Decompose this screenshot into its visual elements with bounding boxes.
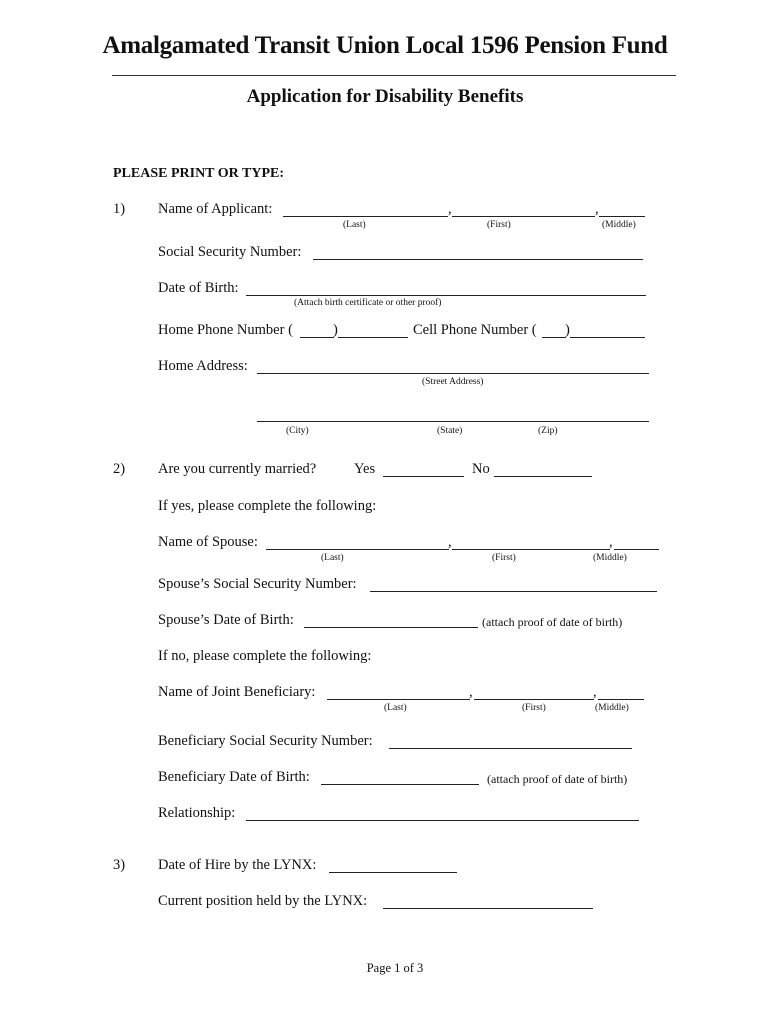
spouse-first-name-field[interactable] — [452, 549, 610, 550]
middle-caption: (Middle) — [595, 703, 629, 713]
applicant-last-name-field[interactable] — [283, 216, 448, 217]
first-caption: (First) — [492, 553, 516, 563]
applicant-name-label: Name of Applicant: — [158, 201, 273, 217]
spouse-name-label: Name of Spouse: — [158, 534, 258, 550]
spouse-ssn-label: Spouse’s Social Security Number: — [158, 576, 357, 592]
spouse-last-name-field[interactable] — [266, 549, 449, 550]
spouse-dob-label: Spouse’s Date of Birth: — [158, 612, 294, 628]
instructions-heading: PLEASE PRINT OR TYPE: — [113, 166, 285, 181]
section-3-number: 3) — [113, 857, 126, 873]
first-caption: (First) — [487, 220, 511, 230]
page-number: Page 1 of 3 — [366, 961, 424, 975]
if-no-instruction: If no, please complete the following: — [158, 648, 372, 664]
paren: ) — [333, 322, 338, 338]
zip-caption: (Zip) — [538, 426, 558, 436]
cell-phone-label: Cell Phone Number ( — [413, 322, 537, 338]
home-phone-number-field[interactable] — [338, 337, 408, 338]
beneficiary-first-name-field[interactable] — [474, 699, 594, 700]
married-question: Are you currently married? — [158, 461, 317, 477]
state-caption: (State) — [437, 426, 463, 436]
last-caption: (Last) — [321, 553, 344, 563]
current-position-field[interactable] — [383, 908, 593, 909]
last-caption: (Last) — [384, 703, 407, 713]
section-2-number: 2) — [113, 461, 126, 477]
relationship-field[interactable] — [246, 820, 639, 821]
beneficiary-ssn-label: Beneficiary Social Security Number: — [158, 733, 373, 749]
cell-phone-number-field[interactable] — [570, 337, 645, 338]
dob-field[interactable] — [246, 295, 646, 296]
current-position-label: Current position held by the LYNX: — [158, 893, 368, 909]
hire-date-label: Date of Hire by the LYNX: — [158, 857, 317, 873]
spouse-middle-name-field[interactable] — [614, 549, 659, 550]
joint-beneficiary-name-label: Name of Joint Beneficiary: — [158, 684, 316, 700]
comma: , — [448, 534, 452, 550]
married-yes-field[interactable] — [383, 476, 464, 477]
spouse-dob-note: (attach proof of date of birth) — [482, 615, 623, 629]
street-address-field[interactable] — [257, 373, 649, 374]
middle-caption: (Middle) — [593, 553, 627, 563]
dob-note: (Attach birth certificate or other proof) — [294, 298, 442, 308]
home-address-label: Home Address: — [158, 358, 248, 374]
middle-caption: (Middle) — [602, 220, 636, 230]
beneficiary-last-name-field[interactable] — [327, 699, 470, 700]
section-1-number: 1) — [113, 201, 126, 217]
dob-label: Date of Birth: — [158, 280, 239, 296]
home-phone-area-code-field[interactable] — [300, 337, 334, 338]
applicant-middle-name-field[interactable] — [599, 216, 645, 217]
if-yes-instruction: If yes, please complete the following: — [158, 498, 377, 514]
beneficiary-ssn-field[interactable] — [389, 748, 632, 749]
applicant-first-name-field[interactable] — [452, 216, 595, 217]
comma: , — [469, 684, 473, 700]
cell-phone-area-code-field[interactable] — [542, 337, 566, 338]
city-caption: (City) — [286, 426, 309, 436]
ssn-field[interactable] — [313, 259, 643, 260]
home-phone-label: Home Phone Number ( — [158, 322, 293, 338]
beneficiary-dob-label: Beneficiary Date of Birth: — [158, 769, 310, 785]
title-divider — [112, 75, 676, 76]
hire-date-field[interactable] — [329, 872, 457, 873]
street-address-caption: (Street Address) — [422, 377, 484, 387]
comma: , — [609, 534, 613, 550]
beneficiary-dob-note: (attach proof of date of birth) — [487, 772, 628, 786]
yes-label: Yes — [354, 461, 376, 477]
married-no-field[interactable] — [494, 476, 592, 477]
relationship-label: Relationship: — [158, 805, 236, 821]
beneficiary-dob-field[interactable] — [321, 784, 479, 785]
first-caption: (First) — [522, 703, 546, 713]
comma: , — [448, 201, 452, 217]
last-caption: (Last) — [343, 220, 366, 230]
form-subtitle: Application for Disability Benefits — [246, 86, 524, 107]
spouse-ssn-field[interactable] — [370, 591, 657, 592]
form-title: Amalgamated Transit Union Local 1596 Pension Fund — [102, 32, 668, 59]
no-label: No — [472, 461, 490, 477]
paren: ) — [565, 322, 570, 338]
comma: , — [593, 684, 597, 700]
spouse-dob-field[interactable] — [304, 627, 478, 628]
ssn-label: Social Security Number: — [158, 244, 302, 260]
beneficiary-middle-name-field[interactable] — [598, 699, 644, 700]
city-state-zip-field[interactable] — [257, 421, 649, 422]
comma: , — [595, 201, 599, 217]
